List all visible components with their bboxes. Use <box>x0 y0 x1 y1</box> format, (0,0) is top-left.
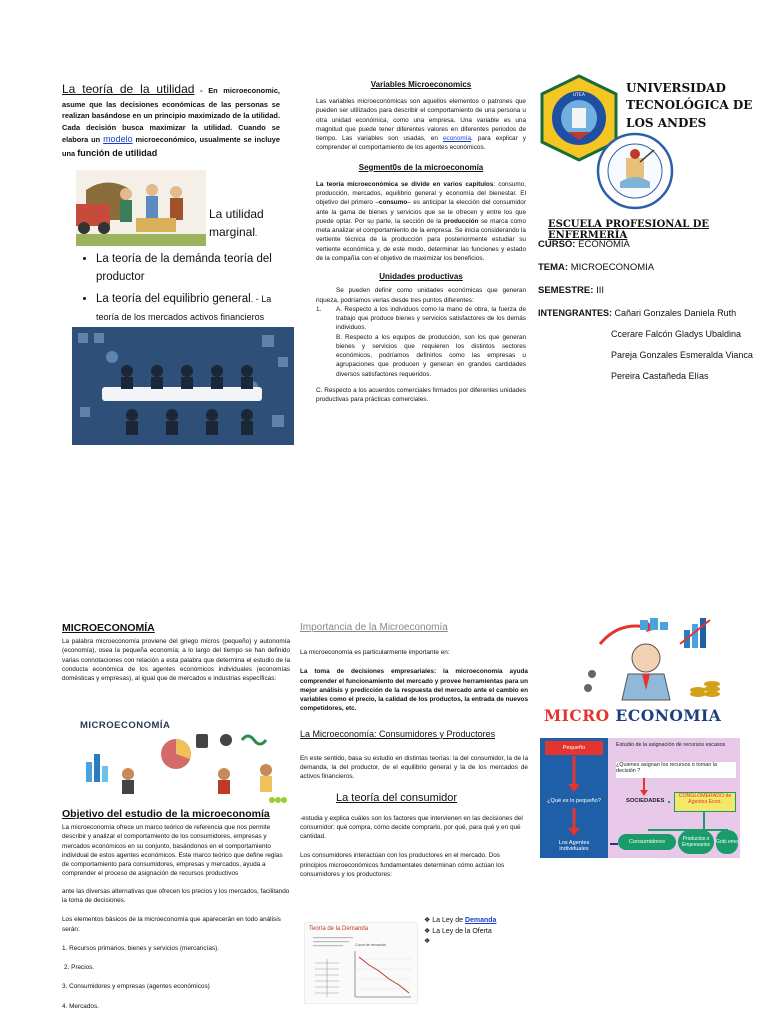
elemento-item: 2. Precios. <box>64 964 95 972</box>
segment-consumo: consumo <box>378 199 408 207</box>
objetivo-body: La microeconomía ofrece un marco teórico de referencia que nos permite describir y analizar el comportamiento de los consumidores, empresas y mercados económicos en su conjunto, basándonos en el comportamiento individual de estos agentes económicos. Este marco teórico que define reglas de comportamiento para consumidores, empresas y mercados, ayuda a comprender el proceso de asignación de recursos productivos <box>62 824 283 878</box>
semestre-row <box>538 284 768 307</box>
utilidad-body2: microeconómico, usualmente se incluye una <box>62 135 281 158</box>
utilidad-title: La teoría de la utilidad <box>62 82 195 96</box>
curso-value: ECONOMIA <box>578 239 630 250</box>
ley-oferta-item <box>424 927 524 938</box>
demanda-chart-image <box>304 922 418 1004</box>
sociedades-text: SOCIEDADES <box>626 798 665 804</box>
utilidad-section <box>62 80 280 161</box>
empty-bullet-item <box>424 937 524 948</box>
svg-text:UTEA: UTEA <box>573 93 585 98</box>
importancia-intro: La microeconomía es particularmente importante en: <box>300 649 450 656</box>
utilidad-body: asume que las decisiones económicas de las personas se realizan basándose en un principio maximizado de la utilidad. Cada decisión busca maximizar la utilidad. Cuando se elabora un <box>62 99 280 144</box>
conglomerado-box: CONGLOMERADO de Agentes Econ. <box>674 792 736 812</box>
university-name: UNIVERSIDAD TECNOLÓGICA DE LOS ANDES <box>626 81 753 130</box>
marginal-title: La utilidad marginal <box>209 207 264 239</box>
unidades-title: Unidades productivas <box>379 272 463 282</box>
economia-link[interactable]: economía <box>442 135 472 143</box>
economia-word: ECONOMIA <box>615 706 722 725</box>
banner-label: MICROECONOMÍA <box>80 720 171 731</box>
productores-pill: Productos o Empresarios <box>678 830 714 854</box>
importancia-body: La toma de decisiones empresariales: la microeconomía ayuda comprender el funcionamiento del mercado y provee herramientas para un mejor análisis y predicción de la respuesta del mercado ante el cambio en variables como el precio, la calidad de los productos, la entrada de nuevos competidores, etc. <box>300 668 528 713</box>
teoria-strong: La teoría del equilibrio general <box>96 292 251 305</box>
tema-row <box>538 261 768 284</box>
market-illustration <box>76 170 206 246</box>
modelo-link[interactable]: modelo <box>103 134 133 144</box>
teoria-item <box>96 290 290 327</box>
nursing-seal <box>596 132 674 210</box>
utilidad-marginal-heading <box>209 205 289 241</box>
microeconomia-banner <box>66 714 288 806</box>
variables-body: Las variables microeconómicas son aquellos elementos o patrones que pueden ser utilizados para describir el comportamiento de una persona u otra unidad económica, como una empresa. Una variable es una magnitud que puede tener diferentes valores en diferentes periodos de tiempo. Las variables son usadas, en <box>316 98 526 143</box>
businessman-illustration <box>580 614 728 704</box>
micro-economia-title <box>544 706 744 725</box>
unidades-a-block <box>316 305 526 333</box>
microeconomia-section <box>62 622 290 683</box>
integrante-name: Pereira Castañeda Elías <box>611 371 709 382</box>
integrante-name: Pareja Gonzales Esmeralda Vianca <box>611 350 753 361</box>
integrantes-row <box>538 307 768 320</box>
integrante-name: Ccerare Falcón Gladys Ubaldina <box>611 329 742 340</box>
teoria-item <box>96 250 290 287</box>
variables-body2: , para explicar y comprender el comportamiento de los agentes económicos. <box>316 135 526 152</box>
segment-lead: La teoría microeconómica se divide en varios capítulos <box>316 180 494 188</box>
variables-title: Variables Microeconomics <box>370 80 472 89</box>
tema-label: TEMA: <box>538 262 569 273</box>
pequeno-box: Pequeño <box>545 741 603 755</box>
teoria-consumidor-body2: Los consumidores interactúan con los productores en el mercado. Dos principios microeconómicos fundamentales determinan cómo actúan los consumidores y los productores: <box>300 852 505 878</box>
tema-value: MICROECONOMIA <box>570 262 655 273</box>
segment-body2: – es anticipar la elección del consumidor ante la gama de bienes y servicios que se le ofrecen y entre los que puede optar. Por su parte, la sección de la <box>316 199 526 225</box>
teoria-strong: La teoría de la demánda <box>96 253 221 265</box>
curso-label: CURSO: <box>538 239 576 250</box>
ley-demanda-prefix: La Ley de <box>432 917 463 924</box>
variables-section <box>316 80 526 405</box>
objetivo-body2: ante las diversas alternativas que ofrecen los precios y los mercados, facilitando la toma de decisiones. <box>62 887 290 904</box>
teorias-list <box>80 250 290 330</box>
diamond-bullet-icon: ❖ <box>424 917 431 924</box>
objetivo-section <box>62 808 290 1011</box>
ley-oferta-label: La Ley de la Oferta <box>432 927 492 935</box>
unidades-a: A. Respecto a los individuos como la mano de obra, la fuerza de trabajo que produce bienes y servicios satisfactores de los demás individuos. <box>336 305 526 332</box>
semestre-value: III <box>596 285 604 296</box>
ley-demanda-item <box>424 916 524 927</box>
unidades-c: C. Respecto a los acuerdos comerciales firmados por diferentes unidades productivas para prácticas comerciales. <box>316 387 526 404</box>
micro-flow-diagram <box>540 738 740 858</box>
unidades-intro: Se pueden definir como unidades económicas que generan riqueza, podríamos verlas desde tres puntos diferentes: <box>316 287 526 304</box>
curso-row <box>538 238 768 261</box>
objetivo-title: Objetivo del estudio de la microeconomía <box>62 808 270 820</box>
demanda-chart-sub: Curva de demanda <box>355 943 386 947</box>
importancia-title: Importancia de la Microeconomía <box>300 622 448 633</box>
cover-details <box>538 238 768 383</box>
utilidad-dash: - En microeconomic, <box>200 86 280 95</box>
microeconomia-body: La palabra microeconomía proviene del griego micros (pequeño) y autonomía (economía), osea la pequeña economía; a lo largo del tiempo se han definido varias connotaciones con relación a esta palabra que determina el estudio de la conducta económica de los agentes económicos individuales (economías domésticas y empresas), al igual que de mercados e industrias específicas: <box>62 638 290 683</box>
diamond-bullet-icon: ❖ <box>424 927 431 935</box>
teoria-consumidor-body: -estudia y explica cuáles son los factores que intervienen en las decisiones del consumidor: qué compra, cómo decide comprarlo, por qué, para qué y en qué cantidad. <box>300 814 523 841</box>
funcion-utilidad-text: función de utilidad <box>77 147 158 158</box>
diamond-bullet-icon: ❖ <box>424 938 431 945</box>
quienes-text: ¿Quienes asignan los recursos o toman la decisión ? <box>616 762 736 778</box>
importancia-section <box>300 622 528 879</box>
gobierno-pill: Gobi erno <box>716 830 738 854</box>
segment-produccion: producción <box>443 217 479 225</box>
estudio-text: Estudio de la asignación de recursos escasos <box>616 742 726 748</box>
segmentos-title: Segment0s de la microeconomía <box>358 162 484 172</box>
unidades-number: 1. <box>316 305 322 313</box>
escuela-title: ESCUELA PROFESIONAL DE ENFERMERÍA <box>548 219 709 241</box>
elementos-intro: Los elementos básicos de la microeconomía que aparecerán en todo análisis serán: <box>62 916 281 933</box>
elemento-item: 1. Recursos primarios, bienes y servicios (mercancías). <box>62 944 219 952</box>
unidades-b: B. Respecto a los equipos de producción, son los que generan bienes y servicios que requieren los distintos sectores económicos, podríamos definirlos como las empresas u agrupaciones que producen y generan en grandes cantidades diversos satisfactores requeridos. <box>336 333 526 378</box>
segment-body: : consumo, producción, mercados, equilibrio general y economía del bienestar. El objetivo del primero – <box>316 180 526 207</box>
elemento-item: 4. Mercados. <box>62 1002 99 1010</box>
integrantes-label: INTENGRANTES: <box>538 308 612 318</box>
microeconomia-title: MICROECONOMÍA <box>62 622 155 634</box>
que-es-pequeno-text: ¿Qué es lo pequeño? <box>547 798 601 804</box>
demanda-chart-title: Teoría de la Demanda <box>309 926 369 932</box>
teoria-rest: . - La teoría de los mercados activos financieros <box>96 293 272 323</box>
micro-word: MICRO <box>544 706 610 725</box>
meeting-illustration <box>72 327 294 445</box>
marginal-dot: . <box>255 229 258 238</box>
consumidores-productores-body: En este sentido, basa su estudio en distintas teorías: la del consumidor, la de la demanda, la del productor, de el equilibrio general y la de los mercados de activos financieros. <box>300 754 528 781</box>
semestre-label: SEMESTRE: <box>538 285 594 296</box>
elemento-item: 3. Consumidores y empresas (agentes económicos) <box>62 983 210 991</box>
integrante-name: Cañari Gonzales Daniela Ruth <box>614 308 737 318</box>
demanda-link[interactable]: Demanda <box>464 917 497 924</box>
teoria-rest: teoría del productor <box>96 253 272 284</box>
consumidores-productores-title: La Microeconomía: Consumidores y Productores <box>300 728 496 739</box>
consumidores-pill: Consumidores <box>618 834 676 850</box>
leyes-list <box>424 916 524 948</box>
segment-body3: se marca como meta analizar el comportamiento de la empresa. Se inicia considerando la vertiente técnica de la producción para posteriormente estudiar su vertiente económica y, de este modo, determinar las funciones y estado de la compañía con el objetivo de maximizar los beneficios. <box>316 217 527 262</box>
agentes-individuales-box: Los Agentes individuales <box>558 840 590 852</box>
teoria-consumidor-title: La teoría del consumidor <box>336 791 458 804</box>
